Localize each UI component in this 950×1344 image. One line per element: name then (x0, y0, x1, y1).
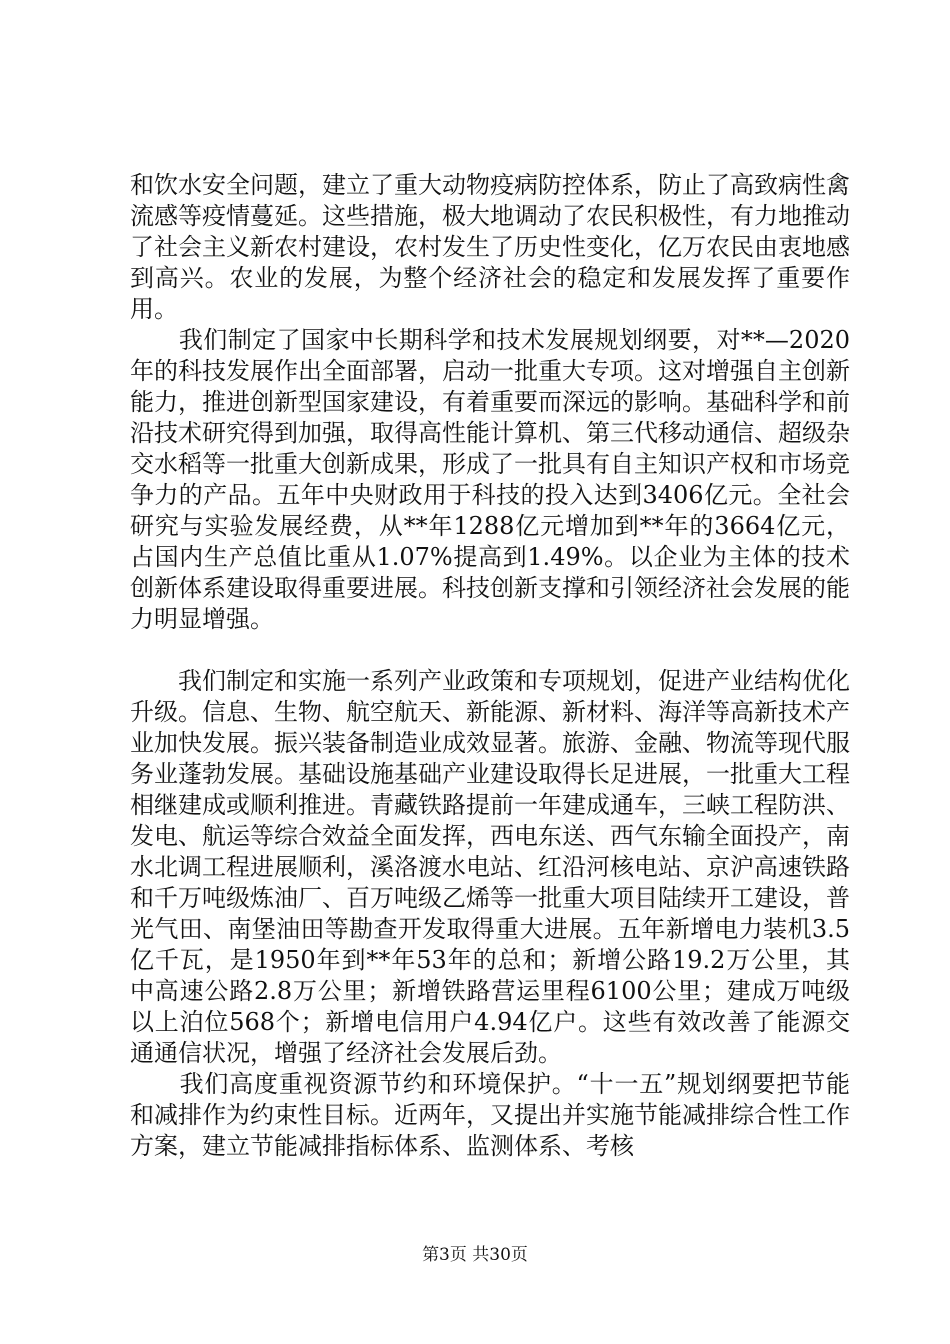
paragraph-agriculture: 和饮水安全问题，建立了重大动物疫病防控体系，防止了高致病性禽流感等疫情蔓延。这些措施，极大地调动了农民积极性，有力地推动了社会主义新农村建设，农村发生了历史性变化，亿万农民由衷地感到高兴。农业的发展，为整个经济社会的稳定和发展发挥了重要作用。 (130, 171, 850, 323)
paragraph-science-technology: 我们制定了国家中长期科学和技术发展规划纲要，对**—2020年的科技发展作出全面部署，启动一批重大专项。这对增强自主创新能力，推进创新型国家建设，有着重要而深远的影响。基础科学和前沿技术研究得到加强，取得高性能计算机、第三代移动通信、超级杂交水稻等一批重大创新成果，形成了一批具有自主知识产权和市场竞争力的产品。五年中央财政用于科技的投入达到3406亿元。全社会研究与实验发展经费，从**年1288亿元增加到**年的3664亿元，占国内生产总值比重从1.07%提高到1.49%。以企业为主体的技术创新体系建设取得重要进展。科技创新支撑和引领经济社会发展的能力明显增强。 (130, 326, 850, 633)
page-number-footer: 第3页 共30页 (422, 1245, 528, 1265)
paragraph-industry: 我们制定和实施一系列产业政策和专项规划，促进产业结构优化升级。信息、生物、航空航天、新能源、新材料、海洋等高新技术产业加快发展。振兴装备制造业成效显著。旅游、金融、物流等现代服务业蓬勃发展。基础设施基础产业建设取得长足进展，一批重大工程相继建成或顺利推进。青藏铁路提前一年建成通车，三峡工程防洪、发电、航运等综合效益全面发挥，西电东送、西气东输全面投产，南水北调工程进展顺利，溪洛渡水电站、红沿河核电站、京沪高速铁路和千万吨级炼油厂、百万吨级乙烯等一批重大项目陆续开工建设，普光气田、南堡油田等勘查开发取得重大进展。五年新增电力装机3.5亿千瓦，是1950年到**年53年的总和；新增公路19.2万公里，其中高速公路2.8万公里；新增铁路营运里程6100公里；建成万吨级以上泊位568个；新增电信用户4.94亿户。这些有效改善了能源交通通信状况，增强了经济社会发展后劲。 (130, 667, 850, 1067)
paragraph-environment: 我们高度重视资源节约和环境保护。“十一五”规划纲要把节能和减排作为约束性目标。近两年，又提出并实施节能减排综合性工作方案，建立节能减排指标体系、监测体系、考核 (130, 1070, 850, 1160)
document-body (130, 170, 850, 1162)
